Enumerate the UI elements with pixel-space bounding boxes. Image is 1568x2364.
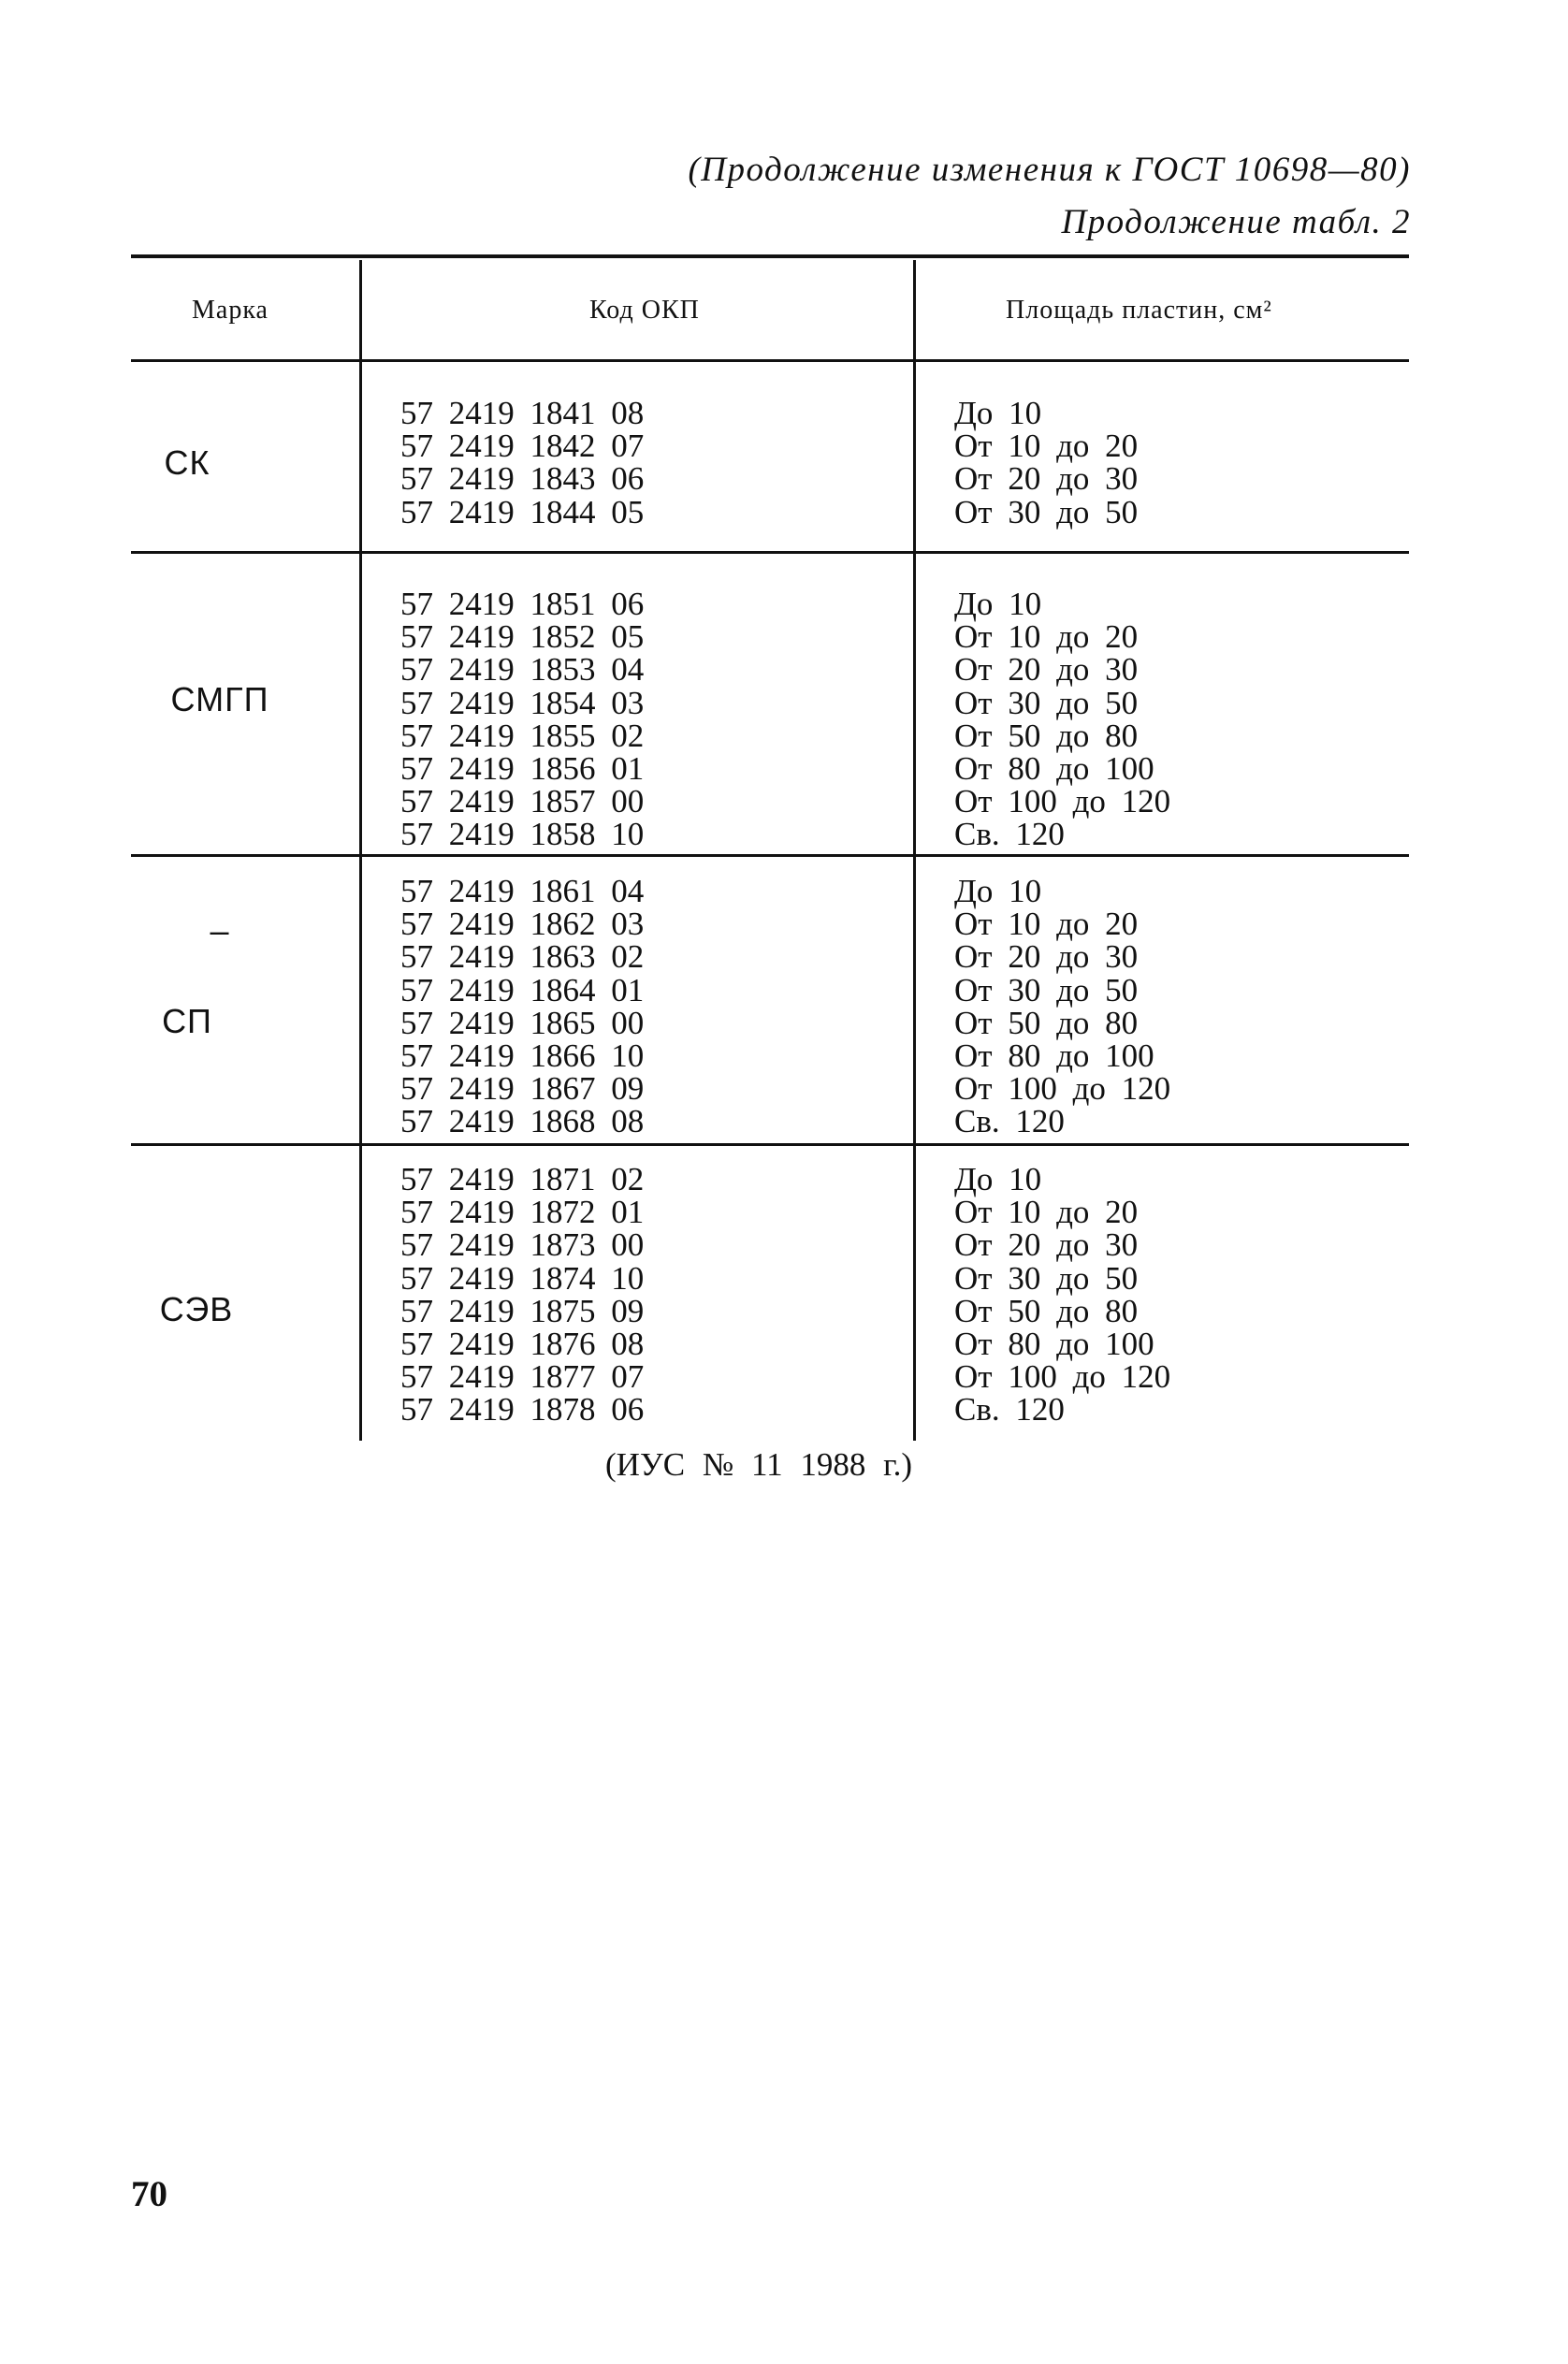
brand-label: СМГП [170, 680, 269, 718]
plate-area-range: Св. 120 [954, 1391, 1065, 1429]
table-top-rule [131, 254, 1409, 258]
okp-code: 57 2419 1841 08 [400, 395, 645, 431]
table-continuation-label: Продолжение табл. 2 [1061, 203, 1411, 241]
okp-code: 57 2419 1858 10 [400, 816, 645, 853]
plate-area-range: До 10 [954, 1161, 1042, 1197]
plate-area-range: От 80 до 100 [954, 1326, 1154, 1363]
column-header-okp-code: Код ОКП [589, 296, 700, 325]
plate-area-range: От 20 до 30 [954, 1226, 1139, 1264]
plate-area-range: От 100 до 120 [954, 783, 1171, 820]
okp-code: 57 2419 1854 03 [400, 684, 645, 721]
column-divider-1 [359, 260, 362, 1441]
okp-code: 57 2419 1857 00 [400, 783, 645, 820]
column-divider-2 [913, 260, 916, 1441]
okp-code: 57 2419 1843 06 [400, 460, 645, 498]
plate-area-range: От 80 до 100 [954, 750, 1154, 788]
brand-label: СК [164, 443, 211, 482]
plate-area-list [954, 1163, 1170, 1427]
plate-area-range: От 10 до 20 [954, 428, 1139, 465]
plate-area-range: От 30 до 50 [954, 684, 1139, 721]
okp-code: 57 2419 1878 06 [400, 1391, 645, 1429]
brand-label: СЭВ [159, 1290, 234, 1328]
okp-code: 57 2419 1862 03 [400, 906, 645, 943]
group-separator-3 [131, 1143, 1409, 1146]
plate-area-range: От 100 до 120 [954, 1070, 1171, 1108]
plate-area-range: До 10 [954, 873, 1042, 909]
plate-area-range: От 10 до 20 [954, 1194, 1139, 1231]
plate-area-range: От 50 до 80 [954, 1004, 1139, 1041]
okp-code: 57 2419 1867 09 [400, 1070, 645, 1108]
okp-code: 57 2419 1855 02 [400, 717, 645, 754]
plate-area-range: От 100 до 120 [954, 1358, 1171, 1396]
header-bottom-rule [131, 359, 1409, 362]
plate-area-list [954, 587, 1170, 851]
plate-area-range: От 80 до 100 [954, 1037, 1154, 1075]
okp-code: 57 2419 1873 00 [400, 1226, 645, 1264]
okp-code-list [400, 397, 644, 529]
plate-area-range: От 10 до 20 [954, 618, 1139, 656]
okp-code: 57 2419 1856 01 [400, 750, 645, 788]
plate-area-range: От 50 до 80 [954, 717, 1139, 754]
plate-area-range: Св. 120 [954, 1103, 1065, 1140]
okp-code: 57 2419 1865 00 [400, 1004, 645, 1041]
okp-code: 57 2419 1844 05 [400, 493, 645, 530]
plate-area-list [954, 397, 1138, 529]
okp-code: 57 2419 1851 06 [400, 586, 645, 622]
plate-area-range: От 10 до 20 [954, 906, 1139, 943]
group-separator-2 [131, 854, 1409, 857]
plate-area-range: До 10 [954, 395, 1042, 431]
plate-area-range: От 50 до 80 [954, 1292, 1139, 1329]
okp-code: 57 2419 1861 04 [400, 873, 645, 909]
okp-code: 57 2419 1842 07 [400, 428, 645, 465]
separator-dash: – [210, 911, 230, 950]
plate-area-range: От 20 до 30 [954, 938, 1139, 976]
okp-code: 57 2419 1866 10 [400, 1037, 645, 1075]
okp-code: 57 2419 1853 04 [400, 651, 645, 689]
group-separator-1 [131, 551, 1409, 554]
amendment-reference: (ИУС № 11 1988 г.) [605, 1446, 912, 1483]
plate-area-list [954, 875, 1170, 1138]
column-header-brand: Марка [192, 296, 269, 325]
plate-area-range: Св. 120 [954, 816, 1065, 853]
okp-code: 57 2419 1852 05 [400, 618, 645, 656]
okp-code: 57 2419 1876 08 [400, 1326, 645, 1363]
okp-code: 57 2419 1874 10 [400, 1259, 645, 1297]
okp-code-list [400, 1163, 644, 1427]
continuation-title: (Продолжение изменения к ГОСТ 10698—80) [688, 151, 1411, 189]
okp-code: 57 2419 1875 09 [400, 1292, 645, 1329]
okp-code: 57 2419 1864 01 [400, 971, 645, 1008]
okp-code-list [400, 875, 644, 1138]
okp-code: 57 2419 1871 02 [400, 1161, 645, 1197]
column-header-plate-area: Площадь пластин, см² [1006, 296, 1272, 325]
plate-area-range: От 30 до 50 [954, 493, 1139, 530]
okp-code: 57 2419 1877 07 [400, 1358, 645, 1396]
plate-area-range: От 20 до 30 [954, 651, 1139, 689]
okp-code: 57 2419 1868 08 [400, 1103, 645, 1140]
okp-code: 57 2419 1863 02 [400, 938, 645, 976]
okp-code-list [400, 587, 644, 851]
page-number: 70 [131, 2174, 167, 2214]
okp-code: 57 2419 1872 01 [400, 1194, 645, 1231]
plate-area-range: До 10 [954, 586, 1042, 622]
plate-area-range: От 30 до 50 [954, 971, 1139, 1008]
plate-area-range: От 20 до 30 [954, 460, 1139, 498]
brand-label: СП [162, 1002, 212, 1040]
plate-area-range: От 30 до 50 [954, 1259, 1139, 1297]
